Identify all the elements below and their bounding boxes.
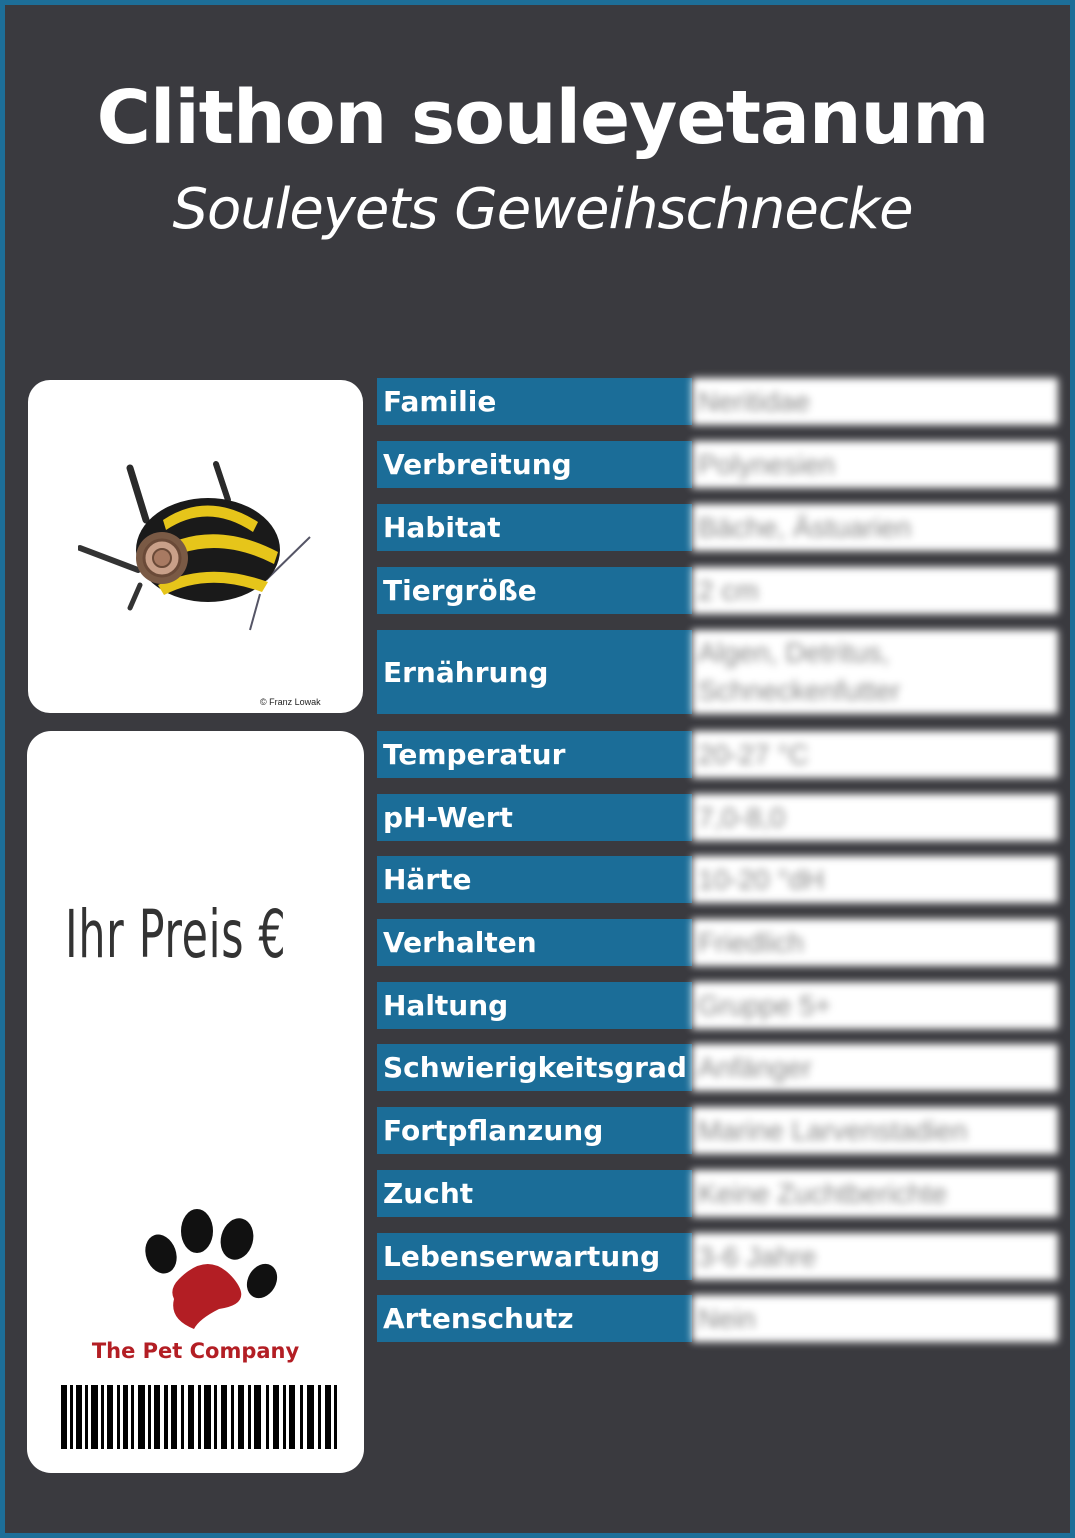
company-name: The Pet Company <box>91 1339 300 1363</box>
info-row-label: Ernährung <box>377 630 692 714</box>
info-row-value: Nein <box>692 1295 1058 1342</box>
price-card <box>27 731 364 1473</box>
info-row-label: Habitat <box>377 504 692 551</box>
info-row-label: Verbreitung <box>377 441 692 488</box>
info-row <box>377 1170 1058 1217</box>
snail-image <box>78 460 318 640</box>
info-row-value: Neritidae <box>692 378 1058 425</box>
info-row <box>377 1295 1058 1342</box>
info-row-value: Marine Larvenstadien <box>692 1107 1058 1154</box>
info-row-label: Schwierigkeitsgrad <box>377 1044 692 1091</box>
info-row-value: 20-27 °C <box>692 731 1058 778</box>
page-subtitle: Souleyets Geweihschnecke <box>172 177 913 242</box>
info-row-label: Temperatur <box>377 731 692 778</box>
paw-logo-icon <box>139 1209 289 1339</box>
info-row-label: Fortpflanzung <box>377 1107 692 1154</box>
info-row-label: Artenschutz <box>377 1295 692 1342</box>
info-row <box>377 1044 1058 1091</box>
info-row-label: Familie <box>377 378 692 425</box>
info-row-value: 3-6 Jahre <box>692 1233 1058 1280</box>
info-row <box>377 982 1058 1029</box>
info-row <box>377 919 1058 966</box>
info-row-value: Anfänger <box>692 1044 1058 1091</box>
info-row-label: Zucht <box>377 1170 692 1217</box>
info-row-value: 2 cm <box>692 567 1058 614</box>
info-row-label: pH-Wert <box>377 794 692 841</box>
photo-credit: © Franz Lowak <box>260 697 321 707</box>
info-row <box>377 378 1058 425</box>
page-title: Clithon souleyetanum <box>96 75 989 161</box>
info-row <box>377 504 1058 551</box>
info-row-label: Verhalten <box>377 919 692 966</box>
info-row-value: 7,0-8,0 <box>692 794 1058 841</box>
info-row-value: Algen, Detritus, Schneckenfutter <box>692 630 1058 714</box>
info-row-value: Gruppe 5+ <box>692 982 1058 1029</box>
info-row-label: Haltung <box>377 982 692 1029</box>
info-row <box>377 1107 1058 1154</box>
info-row-value: Friedlich <box>692 919 1058 966</box>
info-row-label: Härte <box>377 856 692 903</box>
info-row-value: Bäche, Ästuarien <box>692 504 1058 551</box>
photo-card <box>28 380 363 713</box>
info-row-value: Polynesien <box>692 441 1058 488</box>
info-row-label: Lebenserwartung <box>377 1233 692 1280</box>
price-label: Ihr Preis € <box>65 896 287 973</box>
info-row <box>377 630 1058 714</box>
info-row <box>377 567 1058 614</box>
barcode <box>61 1385 337 1449</box>
info-row-label: Tiergröße <box>377 567 692 614</box>
info-row-value: 10-20 °dH <box>692 856 1058 903</box>
info-row <box>377 441 1058 488</box>
info-row-value: Keine Zuchtberichte <box>692 1170 1058 1217</box>
info-row <box>377 731 1058 778</box>
info-row <box>377 856 1058 903</box>
info-row <box>377 794 1058 841</box>
info-row <box>377 1233 1058 1280</box>
